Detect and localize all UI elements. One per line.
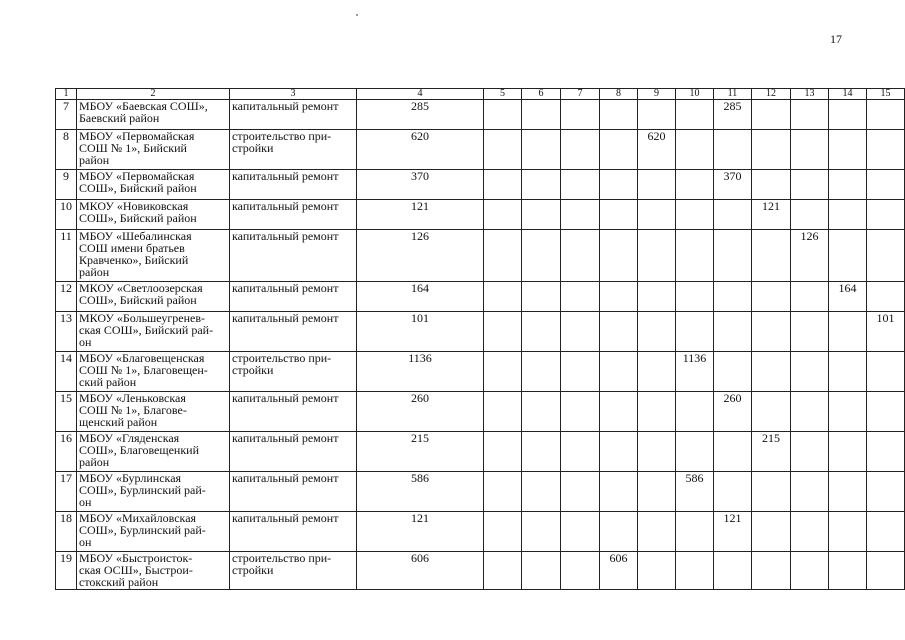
year-cell-8 [600, 312, 638, 352]
year-cell-13 [791, 312, 829, 352]
year-cell-5 [484, 200, 522, 230]
school-name: МБОУ «Первомайская СОШ № 1», Бийский район [77, 130, 230, 170]
year-cell-14 [829, 100, 867, 130]
total-amount: 285 [357, 100, 484, 130]
year-cell-13 [791, 352, 829, 392]
year-cell-12 [752, 472, 791, 512]
header-cell-15: 15 [867, 89, 905, 100]
year-cell-5 [484, 432, 522, 472]
year-cell-12 [752, 170, 791, 200]
row-number: 7 [56, 100, 77, 130]
year-cell-8 [600, 130, 638, 170]
year-cell-6 [522, 552, 561, 590]
year-cell-13 [791, 512, 829, 552]
total-amount: 121 [357, 512, 484, 552]
year-cell-13 [791, 432, 829, 472]
total-amount: 1136 [357, 352, 484, 392]
year-cell-5 [484, 130, 522, 170]
work-type: капитальный ремонт [230, 230, 357, 282]
year-cell-10 [676, 512, 714, 552]
year-cell-10 [676, 432, 714, 472]
row-number: 11 [56, 230, 77, 282]
year-cell-14 [829, 392, 867, 432]
year-cell-13 [791, 100, 829, 130]
header-cell-14: 14 [829, 89, 867, 100]
header-cell-1: 1 [56, 89, 77, 100]
year-cell-6 [522, 392, 561, 432]
table-row [56, 130, 905, 170]
year-cell-5 [484, 352, 522, 392]
year-cell-13 [791, 552, 829, 590]
year-cell-12 [752, 352, 791, 392]
year-cell-7 [561, 282, 600, 312]
year-cell-11 [714, 200, 752, 230]
table-row [56, 432, 905, 472]
work-type: капитальный ремонт [230, 512, 357, 552]
year-cell-6 [522, 170, 561, 200]
year-cell-10 [676, 312, 714, 352]
school-name: МБОУ «Шебалинская СОШ имени братьев Кравченко», Бийский район [77, 230, 230, 282]
work-type: капитальный ремонт [230, 472, 357, 512]
year-cell-11: 260 [714, 392, 752, 432]
total-amount: 586 [357, 472, 484, 512]
work-type: строительство при- стройки [230, 552, 357, 590]
header-cell-7: 7 [561, 89, 600, 100]
year-cell-14 [829, 472, 867, 512]
total-amount: 121 [357, 200, 484, 230]
year-cell-7 [561, 312, 600, 352]
year-cell-8 [600, 282, 638, 312]
total-amount: 260 [357, 392, 484, 432]
table-row [56, 472, 905, 512]
school-name: МБОУ «Бурлинская СОШ», Бурлинский рай- он [77, 472, 230, 512]
year-cell-8: 606 [600, 552, 638, 590]
year-cell-12 [752, 312, 791, 352]
year-cell-15 [867, 552, 905, 590]
school-name: МКОУ «Светлоозерская СОШ», Бийский район [77, 282, 230, 312]
year-cell-10 [676, 200, 714, 230]
year-cell-9 [638, 312, 676, 352]
year-cell-10 [676, 392, 714, 432]
year-cell-10 [676, 230, 714, 282]
work-type: строительство при- стройки [230, 130, 357, 170]
year-cell-5 [484, 312, 522, 352]
header-cell-12: 12 [752, 89, 791, 100]
year-cell-14 [829, 130, 867, 170]
year-cell-10 [676, 282, 714, 312]
year-cell-10 [676, 552, 714, 590]
total-amount: 126 [357, 230, 484, 282]
year-cell-13 [791, 282, 829, 312]
year-cell-11 [714, 352, 752, 392]
row-number: 10 [56, 200, 77, 230]
year-cell-12 [752, 282, 791, 312]
year-cell-6 [522, 200, 561, 230]
year-cell-13 [791, 472, 829, 512]
year-cell-14 [829, 512, 867, 552]
row-number: 13 [56, 312, 77, 352]
year-cell-7 [561, 230, 600, 282]
header-cell-13: 13 [791, 89, 829, 100]
year-cell-6 [522, 230, 561, 282]
year-cell-5 [484, 512, 522, 552]
year-cell-6 [522, 312, 561, 352]
row-number: 19 [56, 552, 77, 590]
year-cell-9 [638, 512, 676, 552]
year-cell-7 [561, 130, 600, 170]
year-cell-10 [676, 100, 714, 130]
school-name: МКОУ «Большеугренев- ская СОШ», Бийский рай- он [77, 312, 230, 352]
table-row [56, 552, 905, 590]
total-amount: 215 [357, 432, 484, 472]
year-cell-11 [714, 312, 752, 352]
year-cell-13 [791, 170, 829, 200]
year-cell-9 [638, 100, 676, 130]
year-cell-9 [638, 200, 676, 230]
year-cell-8 [600, 432, 638, 472]
table-body [56, 89, 905, 590]
year-cell-15 [867, 100, 905, 130]
table-row [56, 282, 905, 312]
school-name: МБОУ «Михайловская СОШ», Бурлинский рай- он [77, 512, 230, 552]
year-cell-8 [600, 230, 638, 282]
year-cell-9: 620 [638, 130, 676, 170]
page-number: 17 [830, 32, 842, 46]
year-cell-12: 215 [752, 432, 791, 472]
year-cell-13 [791, 392, 829, 432]
year-cell-15 [867, 352, 905, 392]
year-cell-11 [714, 230, 752, 282]
year-cell-8 [600, 512, 638, 552]
year-cell-11: 285 [714, 100, 752, 130]
table-row [56, 100, 905, 130]
school-name: МБОУ «Леньковская СОШ № 1», Благове- щенский район [77, 392, 230, 432]
total-amount: 606 [357, 552, 484, 590]
year-cell-6 [522, 432, 561, 472]
year-cell-13: 126 [791, 230, 829, 282]
year-cell-10: 1136 [676, 352, 714, 392]
work-type: капитальный ремонт [230, 100, 357, 130]
year-cell-8 [600, 200, 638, 230]
year-cell-8 [600, 100, 638, 130]
year-cell-6 [522, 472, 561, 512]
year-cell-15 [867, 230, 905, 282]
header-cell-4: 4 [357, 89, 484, 100]
row-number: 17 [56, 472, 77, 512]
year-cell-9 [638, 352, 676, 392]
total-amount: 620 [357, 130, 484, 170]
total-amount: 370 [357, 170, 484, 200]
table-row [56, 352, 905, 392]
year-cell-7 [561, 512, 600, 552]
year-cell-12 [752, 392, 791, 432]
year-cell-10: 586 [676, 472, 714, 512]
year-cell-12 [752, 130, 791, 170]
year-cell-11 [714, 472, 752, 512]
year-cell-7 [561, 552, 600, 590]
table-row [56, 200, 905, 230]
year-cell-5 [484, 170, 522, 200]
year-cell-5 [484, 230, 522, 282]
year-cell-9 [638, 230, 676, 282]
year-cell-15 [867, 472, 905, 512]
total-amount: 101 [357, 312, 484, 352]
total-amount: 164 [357, 282, 484, 312]
year-cell-12 [752, 230, 791, 282]
year-cell-14 [829, 200, 867, 230]
year-cell-6 [522, 352, 561, 392]
year-cell-13 [791, 200, 829, 230]
school-name: МБОУ «Баевская СОШ», Баевский район [77, 100, 230, 130]
year-cell-14 [829, 432, 867, 472]
year-cell-14: 164 [829, 282, 867, 312]
year-cell-5 [484, 100, 522, 130]
year-cell-9 [638, 432, 676, 472]
year-cell-5 [484, 552, 522, 590]
row-number: 8 [56, 130, 77, 170]
work-type: капитальный ремонт [230, 432, 357, 472]
year-cell-15 [867, 170, 905, 200]
header-cell-3: 3 [230, 89, 357, 100]
header-cell-5: 5 [484, 89, 522, 100]
year-cell-6 [522, 282, 561, 312]
header-row [56, 89, 905, 100]
year-cell-15 [867, 512, 905, 552]
year-cell-7 [561, 200, 600, 230]
year-cell-8 [600, 352, 638, 392]
work-type: строительство при- стройки [230, 352, 357, 392]
year-cell-12: 121 [752, 200, 791, 230]
year-cell-14 [829, 230, 867, 282]
year-cell-15: 101 [867, 312, 905, 352]
table-row [56, 170, 905, 200]
work-type: капитальный ремонт [230, 200, 357, 230]
header-cell-9: 9 [638, 89, 676, 100]
table-row [56, 392, 905, 432]
year-cell-11 [714, 552, 752, 590]
work-type: капитальный ремонт [230, 170, 357, 200]
year-cell-7 [561, 170, 600, 200]
year-cell-10 [676, 170, 714, 200]
school-name: МБОУ «Гляденская СОШ», Благовещенкий район [77, 432, 230, 472]
year-cell-14 [829, 352, 867, 392]
row-number: 16 [56, 432, 77, 472]
year-cell-11 [714, 432, 752, 472]
work-type: капитальный ремонт [230, 392, 357, 432]
header-cell-6: 6 [522, 89, 561, 100]
data-table [55, 88, 905, 590]
header-cell-10: 10 [676, 89, 714, 100]
year-cell-6 [522, 100, 561, 130]
year-cell-6 [522, 130, 561, 170]
year-cell-9 [638, 552, 676, 590]
header-cell-2: 2 [77, 89, 230, 100]
row-number: 18 [56, 512, 77, 552]
school-name: МКОУ «Новиковская СОШ», Бийский район [77, 200, 230, 230]
header-cell-8: 8 [600, 89, 638, 100]
year-cell-11 [714, 130, 752, 170]
row-number: 9 [56, 170, 77, 200]
row-number: 15 [56, 392, 77, 432]
year-cell-10 [676, 130, 714, 170]
year-cell-9 [638, 170, 676, 200]
year-cell-12 [752, 552, 791, 590]
year-cell-13 [791, 130, 829, 170]
year-cell-15 [867, 282, 905, 312]
year-cell-15 [867, 130, 905, 170]
year-cell-9 [638, 392, 676, 432]
school-name: МБОУ «Первомайская СОШ», Бийский район [77, 170, 230, 200]
year-cell-15 [867, 392, 905, 432]
year-cell-14 [829, 170, 867, 200]
year-cell-14 [829, 552, 867, 590]
year-cell-5 [484, 392, 522, 432]
year-cell-15 [867, 200, 905, 230]
year-cell-12 [752, 100, 791, 130]
year-cell-11: 370 [714, 170, 752, 200]
year-cell-8 [600, 170, 638, 200]
year-cell-8 [600, 392, 638, 432]
year-cell-11: 121 [714, 512, 752, 552]
year-cell-6 [522, 512, 561, 552]
row-number: 12 [56, 282, 77, 312]
work-type: капитальный ремонт [230, 282, 357, 312]
table-row [56, 512, 905, 552]
scan-speck [356, 14, 358, 16]
work-type: капитальный ремонт [230, 312, 357, 352]
year-cell-9 [638, 282, 676, 312]
school-name: МБОУ «Быстроисток- ская ОСШ», Быстрои- стокский район [77, 552, 230, 590]
year-cell-15 [867, 432, 905, 472]
year-cell-5 [484, 472, 522, 512]
year-cell-7 [561, 392, 600, 432]
year-cell-14 [829, 312, 867, 352]
year-cell-12 [752, 512, 791, 552]
school-name: МБОУ «Благовещенская СОШ № 1», Благовещен- ский район [77, 352, 230, 392]
table-row [56, 312, 905, 352]
row-number: 14 [56, 352, 77, 392]
header-cell-11: 11 [714, 89, 752, 100]
table-row [56, 230, 905, 282]
year-cell-7 [561, 352, 600, 392]
year-cell-7 [561, 432, 600, 472]
year-cell-7 [561, 472, 600, 512]
year-cell-9 [638, 472, 676, 512]
year-cell-5 [484, 282, 522, 312]
year-cell-11 [714, 282, 752, 312]
year-cell-8 [600, 472, 638, 512]
year-cell-7 [561, 100, 600, 130]
